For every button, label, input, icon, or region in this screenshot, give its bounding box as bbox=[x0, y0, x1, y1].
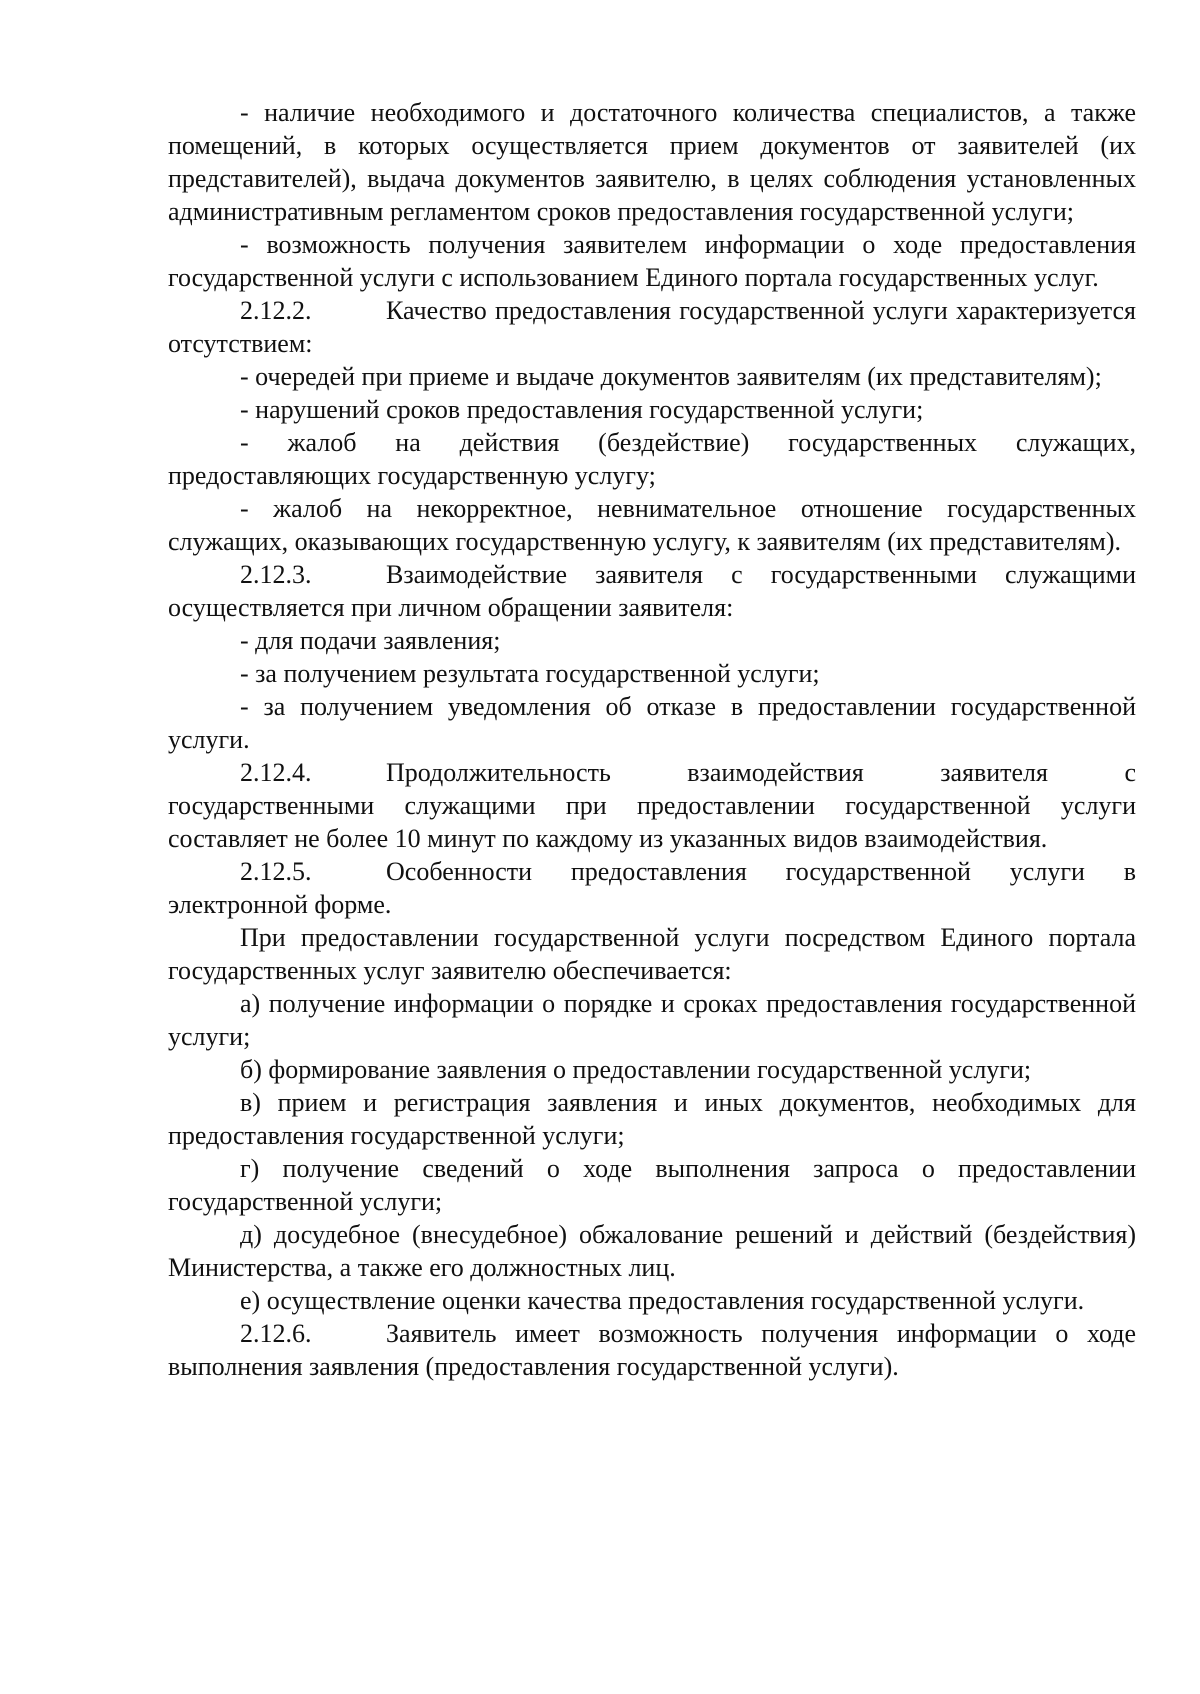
clause-text: Взаимодействие заявителя с государственными служащими осуществляется при личном обращении заявителя: bbox=[168, 560, 1136, 622]
clause-paragraph bbox=[168, 294, 1136, 360]
paragraph: - возможность получения заявителем информации о ходе предоставления государственной услуги с использованием Единого портала государственных услуг. bbox=[168, 230, 1136, 292]
clause-number: 2.12.2. bbox=[240, 296, 312, 325]
clause-paragraph bbox=[168, 756, 1136, 855]
paragraph: При предоставлении государственной услуги посредством Единого портала государственных услуг заявителю обеспечивается: bbox=[168, 923, 1136, 985]
paragraph: б) формирование заявления о предоставлении государственной услуги; bbox=[240, 1055, 1032, 1084]
paragraph: - очередей при приеме и выдаче документов заявителям (их представителям); bbox=[240, 362, 1102, 391]
paragraph: - жалоб на действия (бездействие) государственных служащих, предоставляющих государственную услугу; bbox=[168, 428, 1136, 490]
clause-number: 2.12.6. bbox=[240, 1319, 312, 1348]
clause-number: 2.12.4. bbox=[240, 758, 312, 787]
clause-number: 2.12.5. bbox=[240, 857, 312, 886]
paragraph: - наличие необходимого и достаточного количества специалистов, а также помещений, в которых осуществляется прием документов от заявителей (их представителей), выдача документов заявителю, в целях соблюдения установленных административным регламентом сроков предоставления государственной услуги; bbox=[168, 98, 1136, 226]
clause-number: 2.12.3. bbox=[240, 560, 312, 589]
paragraph: - нарушений сроков предоставления государственной услуги; bbox=[240, 395, 924, 424]
paragraph: - за получением уведомления об отказе в предоставлении государственной услуги. bbox=[168, 692, 1136, 754]
paragraph: д) досудебное (внесудебное) обжалование решений и действий (бездействия) Министерства, а также его должностных лиц. bbox=[168, 1220, 1136, 1282]
paragraph: в) прием и регистрация заявления и иных документов, необходимых для предоставления государственной услуги; bbox=[168, 1088, 1136, 1150]
paragraph: - жалоб на некорректное, невнимательное отношение государственных служащих, оказывающих государственную услугу, к заявителям (их представителям). bbox=[168, 494, 1136, 556]
paragraph: - для подачи заявления; bbox=[240, 626, 501, 655]
clause-paragraph bbox=[168, 855, 1136, 921]
clause-text: Заявитель имеет возможность получения информации о ходе выполнения заявления (предоставления государственной услуги). bbox=[168, 1319, 1136, 1381]
clause-text: Особенности предоставления государственной услуги в электронной форме. bbox=[168, 857, 1136, 919]
paragraph: а) получение информации о порядке и сроках предоставления государственной услуги; bbox=[168, 989, 1136, 1051]
clause-paragraph bbox=[168, 1317, 1136, 1383]
paragraph: е) осуществление оценки качества предоставления государственной услуги. bbox=[240, 1286, 1085, 1315]
document-body bbox=[168, 96, 1136, 1383]
clause-text: Продолжительность взаимодействия заявителя с государственными служащими при предоставлении государственной услуги составляет не более 10 минут по каждому из указанных видов взаимодействия. bbox=[168, 758, 1136, 853]
clause-text: Качество предоставления государственной услуги характеризуется отсутствием: bbox=[168, 296, 1136, 358]
clause-paragraph bbox=[168, 558, 1136, 624]
paragraph: г) получение сведений о ходе выполнения запроса о предоставлении государственной услуги; bbox=[168, 1154, 1136, 1216]
paragraph: - за получением результата государственной услуги; bbox=[240, 659, 820, 688]
